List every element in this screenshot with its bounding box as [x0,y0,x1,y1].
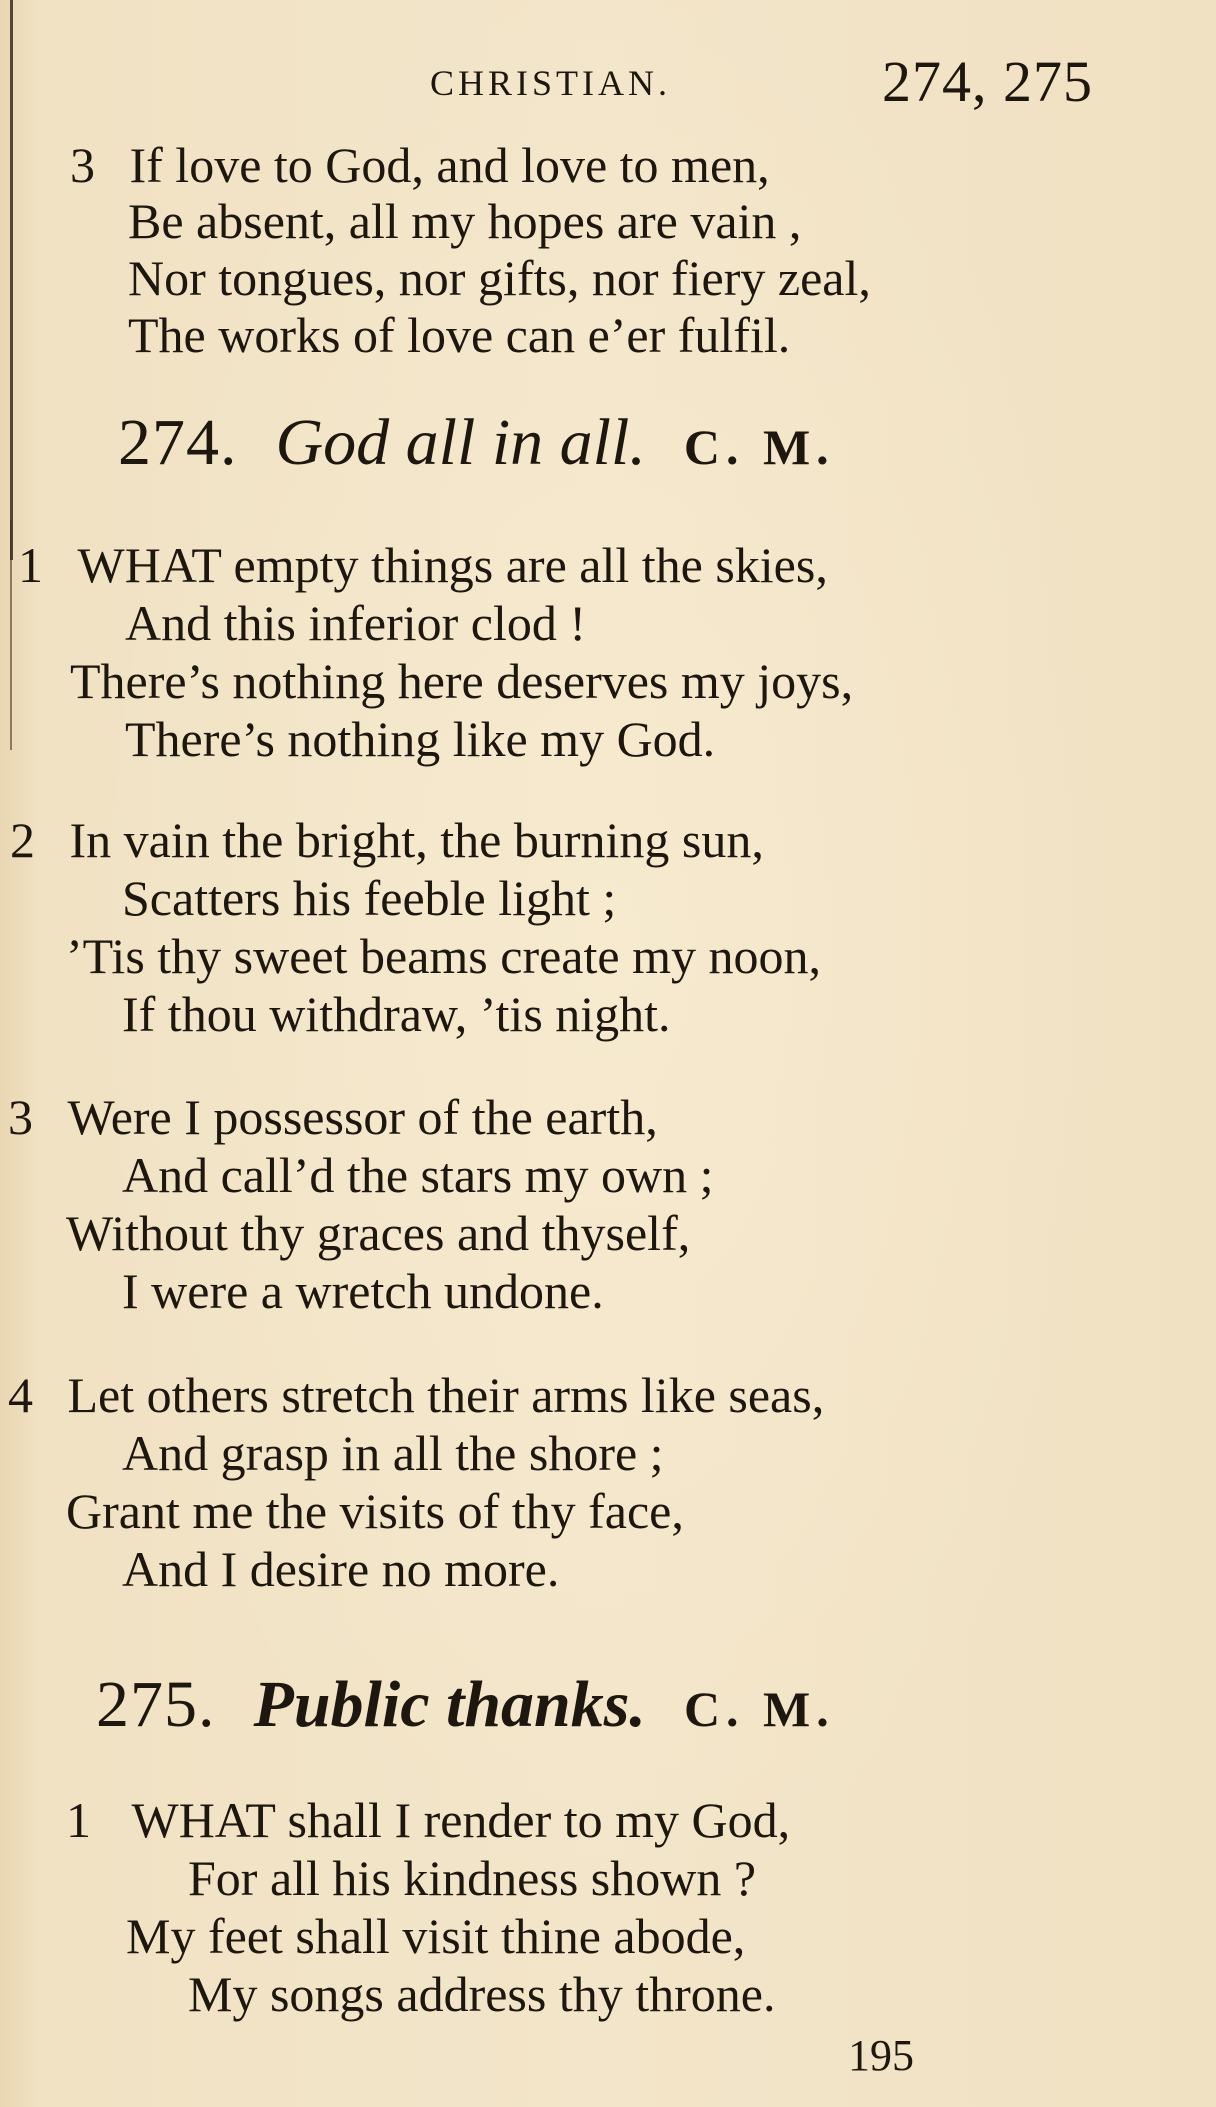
verse-text: And I desire no more. [122,1541,560,1597]
verse-text: I were a wretch undone. [122,1263,604,1319]
verse-text: If thou withdraw, ’tis night. [122,986,671,1042]
gutter-rule [10,0,13,560]
hymn-range: 274, 275 [882,49,1093,114]
verse-text: For all his kindness shown ? [188,1850,757,1906]
verse-text: My feet shall visit thine abode, [126,1908,746,1964]
verse-text: And call’d the stars my own ; [122,1147,714,1203]
hymn-number: 274. [118,406,238,479]
verse-text: Without thy graces and thyself, [66,1205,691,1261]
hymn-name: God all in all. [275,406,646,479]
verse-text: And this inferior clod ! [125,595,587,651]
verse-number: 4 [8,1367,33,1423]
verse-text: And grasp in all the shore ; [122,1425,664,1481]
hymn-meter: C. M. [683,419,835,475]
verse-text: The works of love can e’er fulfil. [128,307,791,363]
stanza-line [8,1089,658,1145]
verse-text: WHAT empty things are all the skies, [77,537,828,593]
stanza-line [8,1367,825,1423]
verse-text: Nor tongues, nor gifts, nor fiery zeal, [128,250,871,306]
hymn-title [118,406,835,479]
stanza-line [18,537,828,593]
verse-text: If love to God, and love to men, [129,137,770,193]
verse-number: 3 [70,137,95,193]
hymn-number: 275. [96,1668,216,1741]
verse-text: Were I possessor of the earth, [67,1089,658,1145]
verse-text: Grant me the visits of thy face, [66,1483,684,1539]
verse-number: 1 [18,537,43,593]
hymn-title [96,1668,835,1741]
stanza-line [70,137,770,193]
running-head: CHRISTIAN. [430,63,672,103]
verse-number: 2 [10,812,35,868]
verse-text: WHAT shall I render to my God, [131,1792,791,1848]
verse-text: In vain the bright, the burning sun, [69,812,764,868]
stanza-line [10,812,764,868]
verse-text: There’s nothing here deserves my joys, [70,653,854,709]
verse-text: Be absent, all my hopes are vain , [128,193,802,249]
verse-text: My songs address thy throne. [188,1966,776,2022]
verse-text: Scatters his feeble light ; [122,870,617,926]
page-number: 195 [848,2031,914,2080]
verse-text: There’s nothing like my God. [125,711,716,767]
verse-number: 1 [66,1792,91,1848]
verse-number: 3 [8,1089,33,1145]
gutter-rule-lower [10,520,12,750]
hymn-meter: C. M. [683,1681,835,1737]
stanza-line [66,1792,791,1848]
verse-text: ’Tis thy sweet beams create my noon, [66,928,821,984]
hymn-name: Public thanks. [253,1668,646,1741]
verse-text: Let others stretch their arms like seas, [67,1367,825,1423]
